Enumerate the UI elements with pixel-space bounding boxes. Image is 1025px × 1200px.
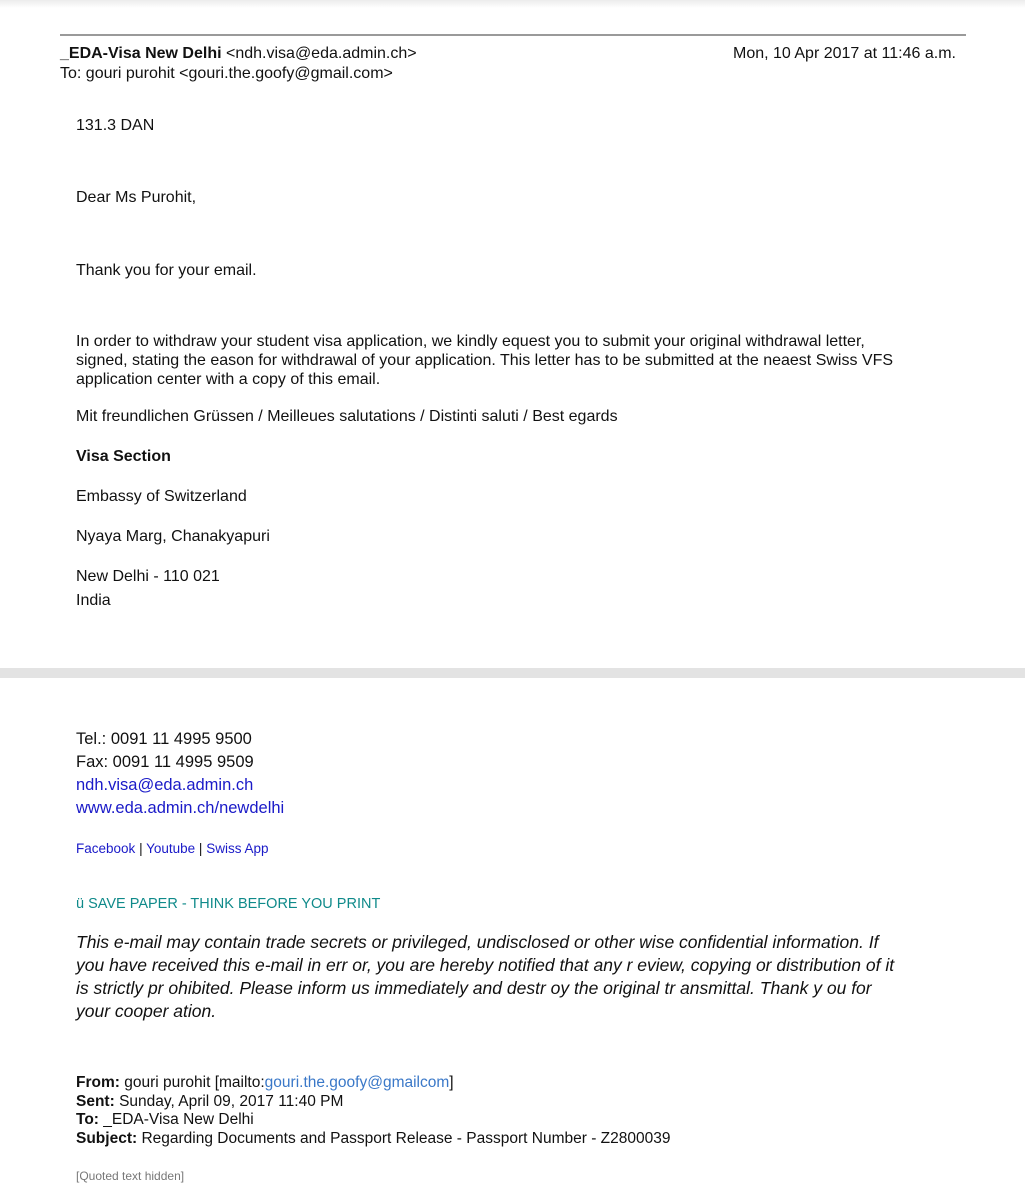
paragraph-line: signed, stating the eason for withdrawal of your application. This letter has to be submitted at the neaest Swiss VFS — [76, 352, 894, 369]
separator: | — [139, 841, 143, 856]
signature-website-link[interactable]: www.eda.admin.ch/newdelhi — [76, 799, 285, 817]
sender-email: <ndh.visa@eda.admin.ch> — [226, 45, 417, 62]
quoted-from: From: gouri purohit [mailto:gouri.the.goofy@gmailcom] — [76, 1074, 454, 1091]
disclaimer-line: is strictly pr ohibited. Please inform us immediately and destr oy the original tr ansmittal. Thank y ou for — [76, 978, 872, 998]
quoted-from-email-link[interactable]: gouri.the.goofy@gmailcom — [264, 1074, 450, 1091]
top-shadow — [0, 0, 1025, 8]
recipient-line: To: gouri purohit <gouri.the.goofy@gmail.com> — [60, 65, 393, 82]
quoted-text-hidden-toggle[interactable]: [Quoted text hidden] — [76, 1169, 185, 1183]
signature-fax: Fax: 0091 11 4995 9509 — [76, 753, 254, 771]
disclaimer-line: your cooper ation. — [76, 1001, 217, 1021]
social-links — [76, 840, 268, 858]
email-page-2 — [0, 678, 1025, 1200]
disclaimer-line: This e-mail may contain trade secrets or privileged, undisclosed or other wise confidential information. If — [76, 932, 879, 952]
youtube-link[interactable]: Youtube — [146, 841, 196, 856]
quoted-sent: Sent: Sunday, April 09, 2017 11:40 PM — [76, 1092, 344, 1110]
quoted-header — [76, 1074, 670, 1148]
quoted-subject: Subject: Regarding Documents and Passport Release - Passport Number - Z2800039 — [76, 1129, 671, 1147]
thanks-line: Thank you for your email. — [76, 262, 257, 279]
page-separator — [0, 668, 1025, 678]
paragraph-line: application center with a copy of this email. — [76, 371, 381, 388]
quoted-to: To: _EDA-Visa New Delhi — [76, 1111, 254, 1128]
signature-email-link[interactable]: ndh.visa@eda.admin.ch — [76, 776, 254, 794]
sender-line — [60, 44, 417, 64]
closing-salutation: Mit freundlichen Grüssen / Meilleues salutations / Distinti saluti / Best egards — [76, 408, 618, 425]
signature-street: Nyaya Marg, Chanakyapuri — [76, 528, 270, 545]
signature-section: Visa Section — [76, 448, 171, 465]
greeting: Dear Ms Purohit, — [76, 189, 197, 206]
save-paper-notice: ü SAVE PAPER - THINK BEFORE YOU PRINT — [76, 896, 381, 912]
header-divider — [60, 34, 966, 36]
main-paragraph — [76, 332, 893, 389]
email-date: Mon, 10 Apr 2017 at 11:46 a.m. — [733, 45, 956, 62]
signature-tel: Tel.: 0091 11 4995 9500 — [76, 730, 252, 748]
separator: | — [198, 841, 203, 856]
facebook-link[interactable]: Facebook — [76, 841, 136, 856]
signature-org: Embassy of Switzerland — [76, 488, 247, 505]
confidentiality-disclaimer — [76, 931, 894, 1023]
disclaimer-line: you have received this e-mail in err or, you are hereby notified that any r eview, copying or distribution of it — [76, 955, 895, 975]
reference-number: 131.3 DAN — [76, 117, 155, 134]
sender-name: _EDA-Visa New Delhi — [60, 45, 222, 62]
paragraph-line: In order to withdraw your student visa application, we kindly equest you to submit your original withdrawal letter, — [76, 333, 865, 350]
signature-country: India — [76, 592, 111, 609]
signature-city: New Delhi - 110 021 — [76, 568, 220, 585]
swiss-app-link[interactable]: Swiss App — [206, 841, 269, 856]
